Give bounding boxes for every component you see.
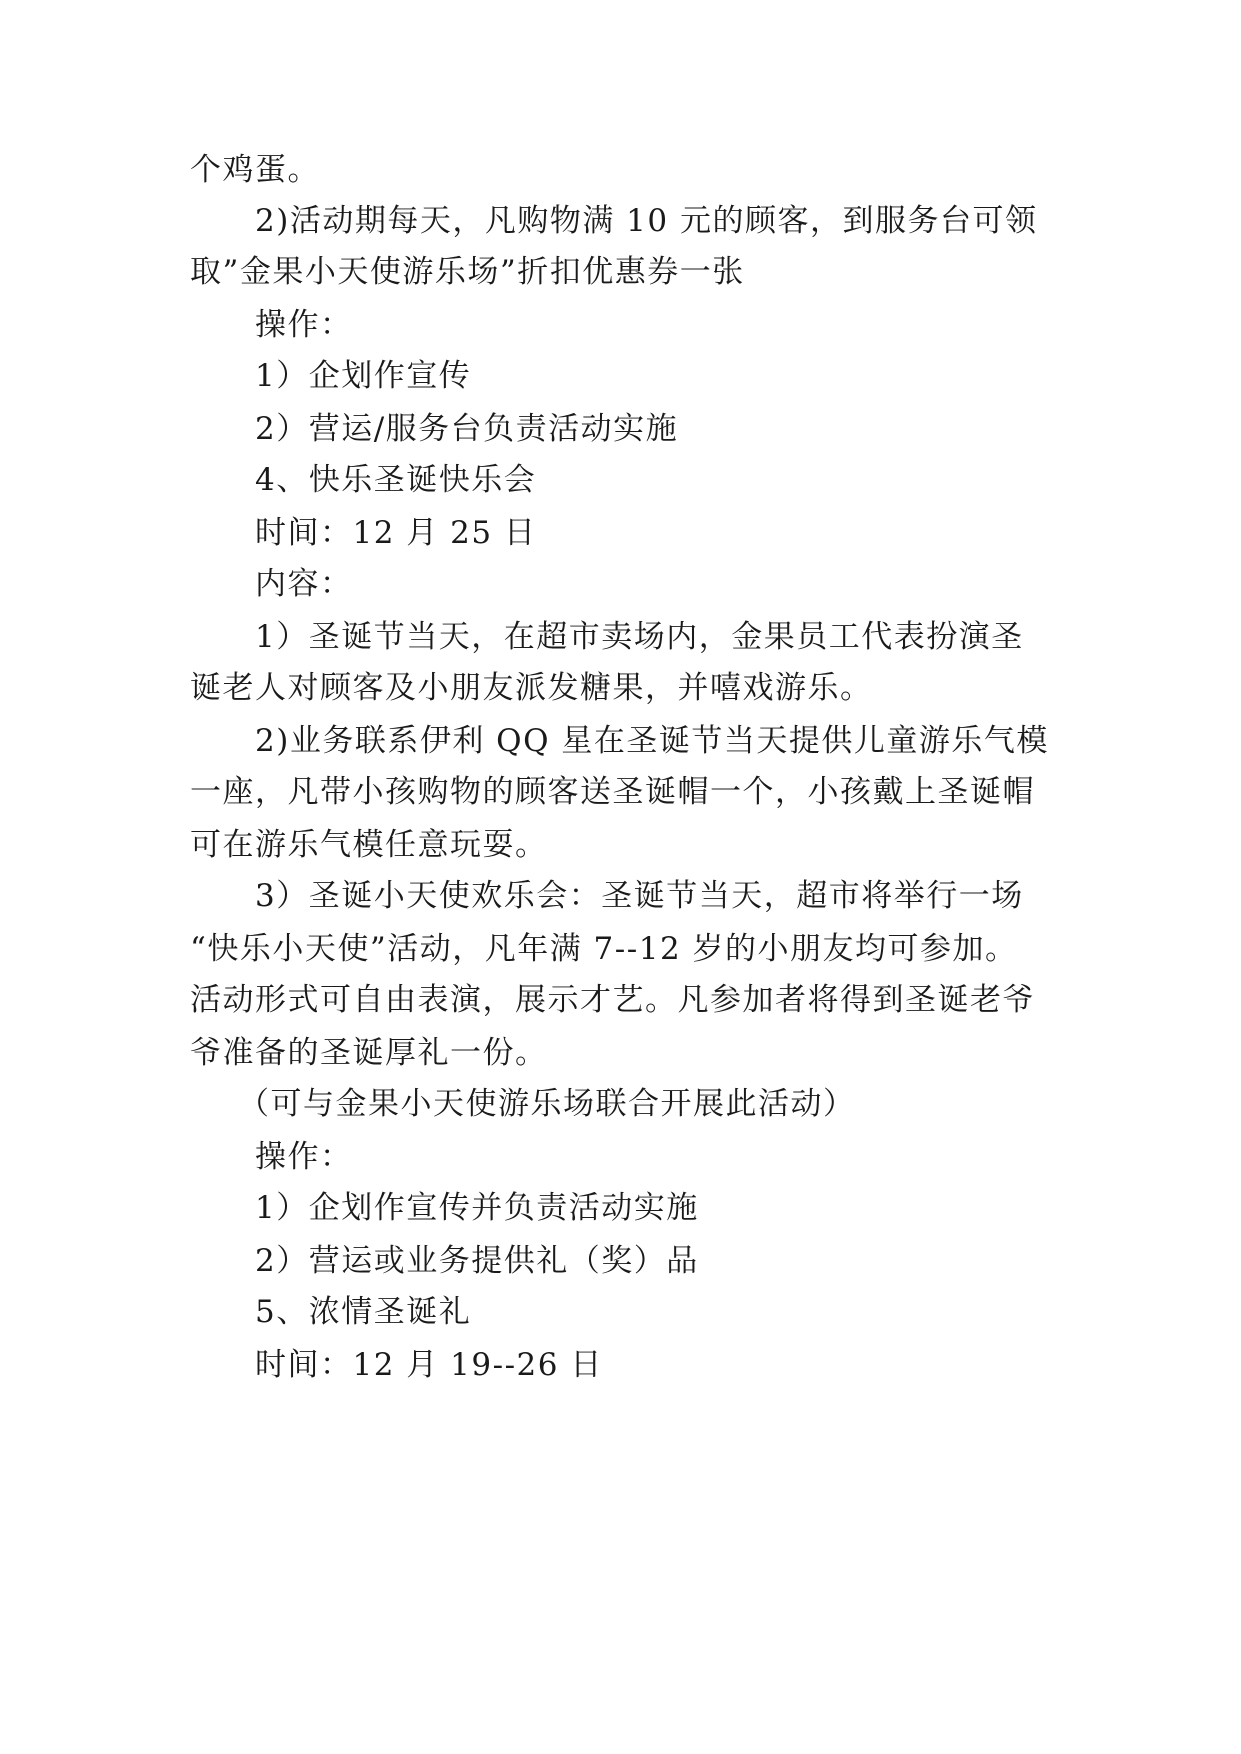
text-line: 1）圣诞节当天，在超市卖场内，金果员工代表扮演圣 (255, 619, 1024, 655)
text-line: 一座，凡带小孩购物的顾客送圣诞帽一个，小孩戴上圣诞帽 (190, 774, 1035, 810)
section-heading: 4、快乐圣诞快乐会 (255, 462, 537, 498)
text-line: 诞老人对顾客及小朋友派发糖果，并嘻戏游乐。 (190, 670, 873, 706)
text-line: （可与金果小天使游乐场联合开展此活动） (238, 1086, 856, 1122)
text-line: 时间：12 月 19--26 日 (255, 1347, 603, 1383)
text-line: 爷准备的圣诞厚礼一份。 (190, 1035, 548, 1071)
text-line: 2）营运或业务提供礼（奖）品 (255, 1243, 699, 1279)
text-line: 取”金果小天使游乐场”折扣优惠券一张 (190, 254, 745, 290)
text-line: 3）圣诞小天使欢乐会：圣诞节当天，超市将举行一场 (255, 878, 1024, 914)
text-line: 操作： (255, 1139, 353, 1175)
text-line: 操作： (255, 307, 353, 343)
text-line: 个鸡蛋。 (190, 152, 320, 188)
text-line: 1）企划作宣传 (255, 358, 472, 394)
text-line: 2）营运/服务台负责活动实施 (255, 411, 679, 447)
text-line: 2)活动期每天，凡购物满 10 元的顾客，到服务台可领 (255, 203, 1038, 239)
text-line: 2)业务联系伊利 QQ 星在圣诞节当天提供儿童游乐气模 (255, 723, 1049, 759)
section-heading: 5、浓情圣诞礼 (255, 1294, 472, 1330)
text-line: 时间：12 月 25 日 (255, 515, 537, 551)
text-line: 可在游乐气模任意玩耍。 (190, 827, 548, 863)
text-line: 1）企划作宣传并负责活动实施 (255, 1190, 699, 1226)
text-line: 活动形式可自由表演，展示才艺。凡参加者将得到圣诞老爷 (190, 982, 1035, 1018)
text-line: “快乐小天使”活动，凡年满 7--12 岁的小朋友均可参加。 (190, 931, 1018, 967)
text-line: 内容： (255, 566, 353, 602)
